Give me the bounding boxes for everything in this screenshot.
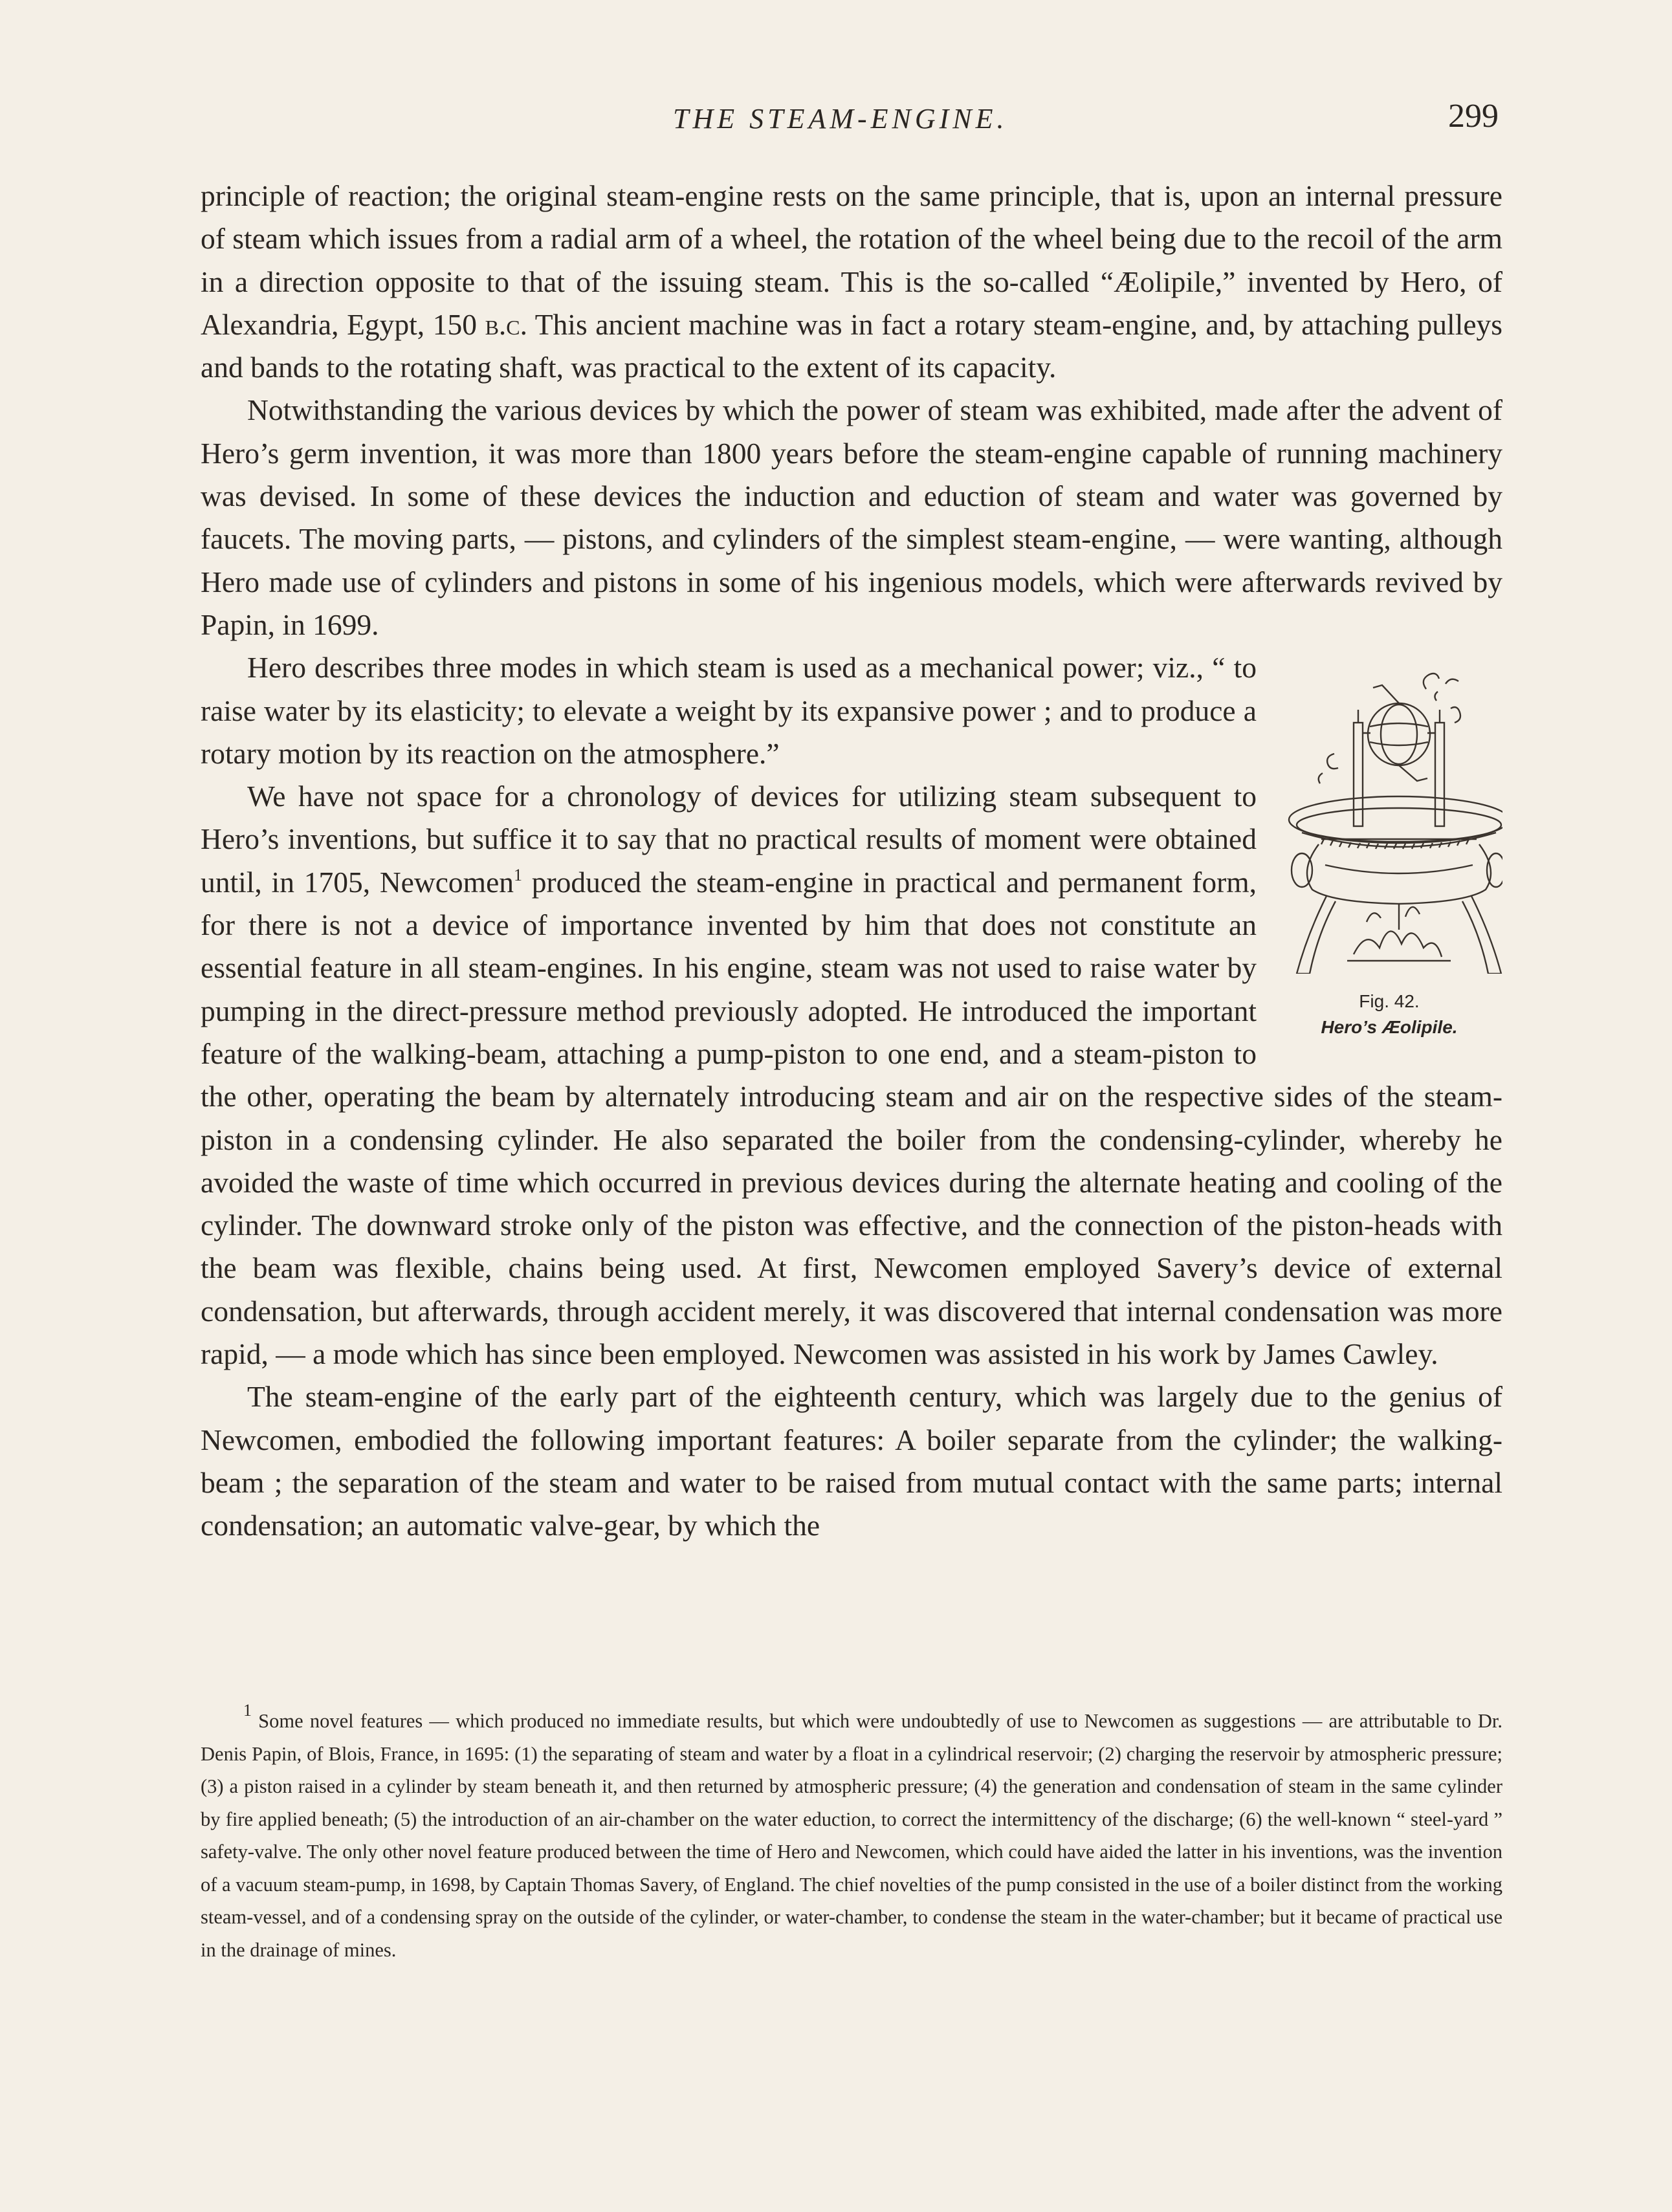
paragraph-1-text: principle of reaction; the original steam-engine rests on the same principle, that is, upon an internal pressure of steam which issues from a radial arm of a wheel, the rotation of the wheel being due to the recoil of the arm in a direction opposite to that of the issuing steam. This is the so-called “Æolipile,” invented by Hero, of Alexandria, Egypt, 150 xyxy=(201,179,1502,341)
footnote-paragraph xyxy=(201,1701,1502,1966)
running-head xyxy=(0,97,1672,149)
figure-aeolipile xyxy=(1276,650,1502,1038)
paragraph-1 xyxy=(201,175,1502,389)
page-number: 299 xyxy=(1448,98,1499,135)
figure-label: Fig. 42. xyxy=(1359,991,1420,1012)
paragraph-1-end: This ancient machine was in fact a rotary steam-engine, and, by attaching pulleys and bands to the rotating shaft, was practical to the extent of its capacity. xyxy=(201,307,1502,384)
body-text xyxy=(201,175,1502,1548)
running-title: THE STEAM-ENGINE. xyxy=(673,103,1008,135)
paragraph-4-text-a: We have not space for a chronology of devices for utilizing steam subsequent to Hero’s inventions, but suffice it to say that no practical results of moment were obtained until, in 1705, Newcomen xyxy=(201,780,1257,899)
paragraph-5: The steam-engine of the early part of the eighteenth century, which was largely due to the genius of Newcomen, embodied the following important features: A boiler separate from the cylinder; the walking-beam ; the separation of the steam and water to be raised from mutual contact with the same parts; internal condensation; an automatic valve-gear, by which the xyxy=(201,1380,1502,1542)
aeolipile-illustration-icon xyxy=(1276,650,1502,974)
paragraph-3: Hero describes three modes in which steam is used as a mechanical power; viz., “ to raise water by its elasticity; to elevate a weight by its expansive power ; and to produce a rotary motion by its reaction on the atmosphere.” xyxy=(201,651,1257,770)
paragraph-2: Notwithstanding the various devices by which the power of steam was exhibited, made after the advent of Hero’s germ invention, it was more than 1800 years before the steam-engine capable of running machinery was devised. In some of these devices the induction and eduction of steam and water was governed by faucets. The moving parts, — pistons, and cylinders of the simplest steam-engine, — were wanting, although Hero made use of cylinders and pistons in some of his ingenious models, which were afterwards revived by Papin, in 1699. xyxy=(201,393,1502,641)
paragraph-4-text-b: produced the steam-engine in practical and permanent form, for there is not a device of importance invented by him that does not constitute an essential feature in all steam-engines. In his engine, steam was not used to raise water by pumping in the direct-pressure method previously adopted. He introduced the important feature of the walking-beam, attaching a pump-piston to one end, and a steam-piston to the other, operating the beam by alternately introducing steam and air on the respective sides of the steam-piston in a condensing cylinder. He also separated the boiler from the condensing-cylinder, whereby he avoided the waste of time which occurred in previous devices during the alternate heating and cooling of the cylinder. The downward stroke only of the piston was effective, and the connection of the piston-heads with the beam was flexible, chains being used. At first, Newcomen employed Savery’s device of external condensation, but afterwards, through accident merely, it was discovered that internal condensation was more rapid, — a mode which has since been employed. Newcomen was assisted in his work by James Cawley. xyxy=(201,865,1502,1371)
figure-caption: Hero’s Æolipile. xyxy=(1321,1017,1458,1038)
footnote-reference[interactable]: 1 xyxy=(514,865,523,884)
bc-abbrev: b.c. xyxy=(485,307,527,341)
footnote-marker: 1 xyxy=(243,1701,252,1720)
footnote xyxy=(201,1701,1502,1966)
footnote-text: Some novel features — which produced no immediate results, but which were undoubtedly of use to Newcomen as suggestions — are attributable to Dr. Denis Papin, of Blois, France, in 1695: (1) the separating of steam and water by a float in a cylindrical reservoir; (2) charging the reservoir by atmospheric pressure; (3) a piston raised in a cylinder by steam beneath it, and then returned by atmospheric pressure; (4) the generation and condensation of steam in the same cylinder by fire applied beneath; (5) the introduction of an air-chamber on the water eduction, to correct the intermittency of the discharge; (6) the well-known “ steel-yard ” safety-valve. The only other novel feature produced between the time of Hero and Newcomen, which could have aided the latter in his inventions, was the invention of a vacuum steam-pump, in 1698, by Captain Thomas Savery, of England. The chief novelties of the pump consisted in the use of a boiler distinct from the working steam-vessel, and of a condensing spray on the outside of the cylinder, or water-chamber, to condense the steam in the water-chamber; but it became of practical use in the drainage of mines. xyxy=(201,1710,1502,1961)
